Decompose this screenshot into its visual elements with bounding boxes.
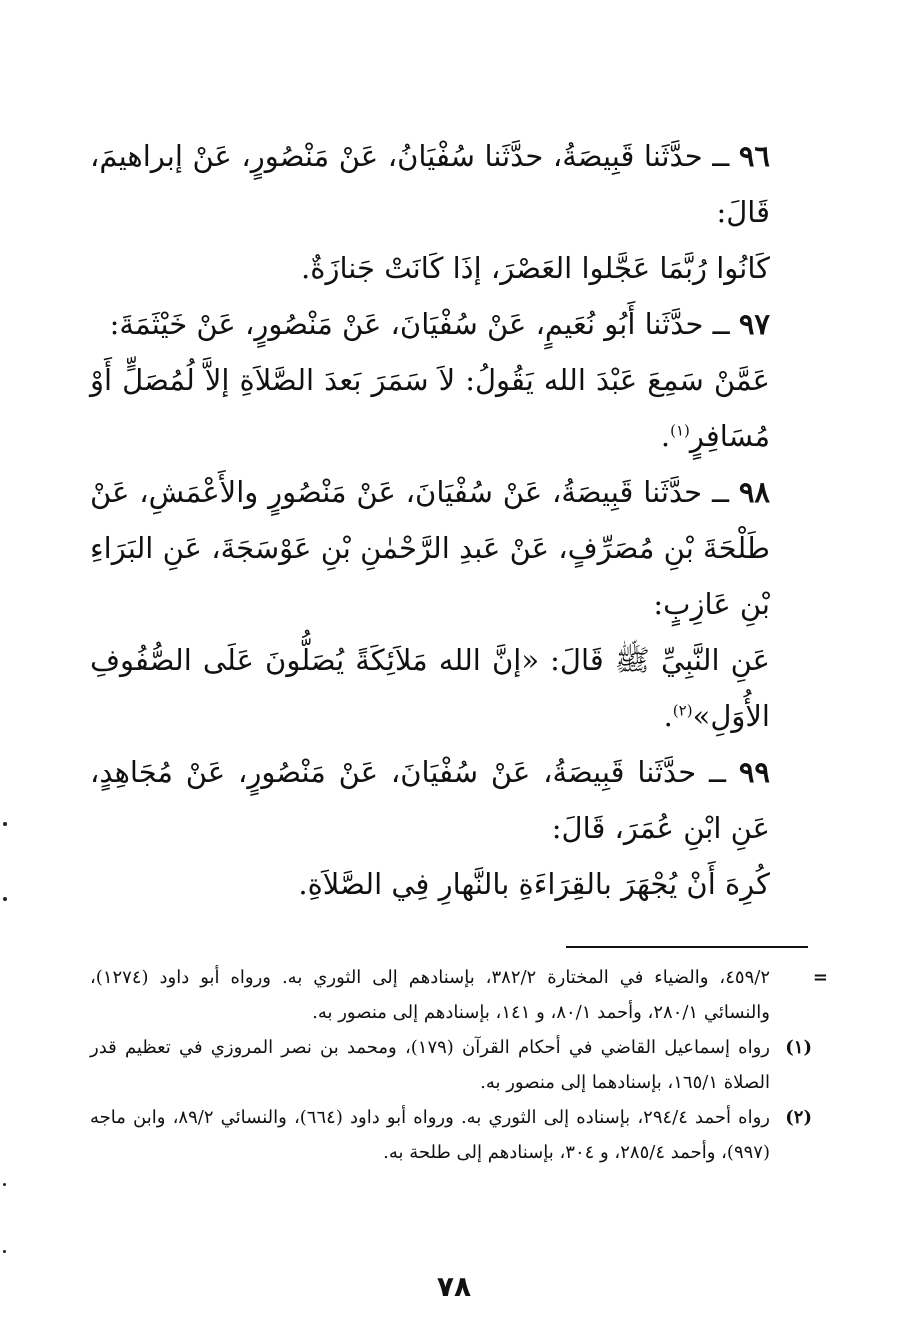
hadith-97-isnad: [90, 296, 812, 352]
scan-speck: [3, 897, 7, 901]
isnad-text: ــ حدَّثَنا قَبِيصَةُ، عَنْ سُفْيَانَ، عَنْ مَنْصُورٍ، عَنْ مُجَاهِدٍ، عَنِ ابْنِ عُمَرَ، قَالَ:: [90, 755, 770, 845]
footnote-text: رواه أحمد ٢٩٤/٤، بإسناده إلى الثوري به. ورواه أبو داود (٦٦٤)، والنسائي ٨٩/٢، وابن ماجه (٩٩٧)، وأحمد ٢٨٥/٤، و ٣٠٤، بإسنادهم إلى طلحة به.: [90, 1107, 770, 1163]
hadith-96-isnad: [90, 128, 812, 240]
footnote-reference[interactable]: (١): [670, 421, 690, 440]
footnote-2: [90, 1100, 812, 1170]
footnote-reference[interactable]: (٢): [672, 701, 693, 720]
hadith-97-matn: [90, 352, 812, 464]
isnad-text: ــ حدَّثَنا قَبِيصَةُ، عَنْ سُفْيَانَ، عَنْ مَنْصُورٍ والأَعْمَشِ، عَنْ طَلْحَةَ بْنِ مُصَرِّفٍ، عَنْ عَبدِ الرَّحْمٰنِ بْنِ عَوْسَجَةَ، عَنِ البَرَاءِ بْنِ عَازِبٍ:: [90, 475, 770, 621]
hadith-99-matn: [90, 856, 812, 912]
matn-text: كُرِهَ أَنْ يُجْهَرَ بالقِرَاءَةِ بالنَّهارِ فِي الصَّلاَةِ.: [298, 867, 770, 901]
hadith-98-matn: [90, 632, 812, 744]
hadith-number: ٩٩: [738, 755, 770, 789]
isnad-text: ــ حدَّثَنا أَبُو نُعَيمٍ، عَنْ سُفْيَانَ، عَنْ مَنْصُورٍ، عَنْ خَيْثَمَةَ:: [109, 307, 739, 341]
footnote-continuation: [90, 960, 828, 1030]
footnotes: [90, 960, 828, 1170]
isnad-text: ــ حدَّثَنا قَبِيصَةُ، حدَّثَنا سُفْيَانُ، عَنْ مَنْصُورٍ، عَنْ إبراهيمَ، قَالَ:: [90, 139, 770, 229]
footnote-marker: (٢): [785, 1107, 812, 1128]
footnote-separator: [566, 946, 808, 948]
footnote-marker: (١): [785, 1037, 812, 1058]
scan-speck: [3, 1183, 6, 1186]
matn-end: .: [660, 419, 671, 453]
main-text: [90, 128, 812, 912]
footnote-text: ٤٥٩/٢، والضياء في المختارة ٣٨٢/٢، بإسنادهم إلى الثوري به. ورواه أبو داود (١٢٧٤)، والنسائي ٢٨٠/١، وأحمد ٨٠/١، و ١٤١، بإسنادهم إلى منصور به.: [90, 967, 770, 1023]
hadith-96-matn: [90, 240, 812, 296]
matn-text: كَانُوا رُبَّمَا عَجَّلوا العَصْرَ، إذَا كَانَتْ جَنازَةٌ.: [301, 251, 770, 285]
matn-text: عَمَّنْ سَمِعَ عَبْدَ الله يَقُولُ: لاَ سَمَرَ بَعدَ الصَّلاَةِ إلاَّ لُمُصَلٍّ أَوْ مُسَافِرٍ: [90, 363, 770, 453]
footnote-1: [90, 1030, 812, 1100]
hadith-99-isnad: [90, 744, 812, 856]
footnote-text: رواه إسماعيل القاضي في أحكام القرآن (١٧٩)، ومحمد بن نصر المروزي في تعظيم قدر الصلاة ١٦٥/١، بإسنادهما إلى منصور به.: [90, 1037, 770, 1093]
hadith-number: ٩٦: [738, 139, 770, 173]
scan-speck: [3, 1250, 6, 1253]
hadith-98-isnad: [90, 464, 812, 632]
matn-text: عَنِ النَّبِيِّ ﷺ قَالَ: «إنَّ الله مَلاَئِكَةً يُصَلُّونَ عَلَى الصُّفُوفِ الأُوَلِ»: [90, 643, 770, 733]
matn-end: .: [663, 699, 673, 733]
page-number: ٧٨: [436, 1270, 472, 1303]
hadith-number: ٩٧: [738, 307, 770, 341]
footnote-marker: =: [812, 967, 828, 988]
scan-speck: [3, 822, 7, 826]
hadith-number: ٩٨: [738, 475, 770, 509]
